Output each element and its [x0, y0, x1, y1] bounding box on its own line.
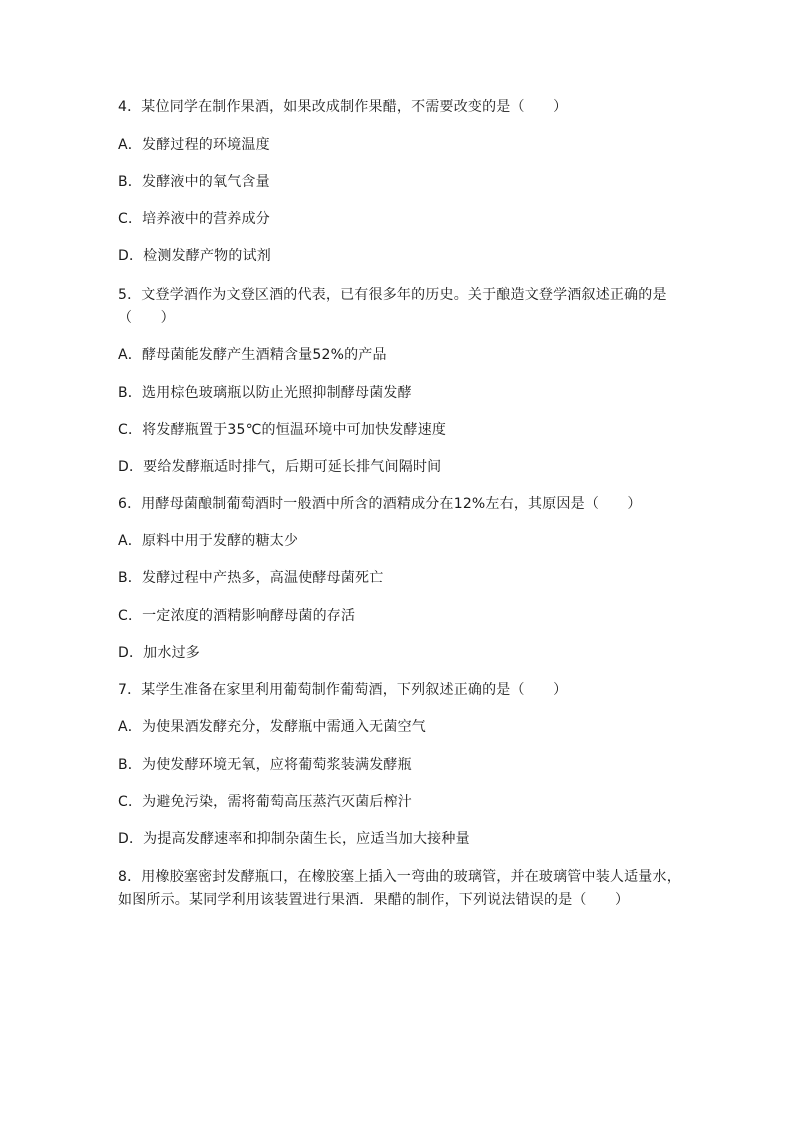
question-5-option-b: B．选用棕色玻璃瓶以防止光照抑制酵母菌发酵 [118, 385, 412, 401]
question-7-stem: 7．某学生准备在家里利用葡萄制作葡萄酒，下列叙述正确的是（ ） [118, 682, 568, 698]
question-8-stem: 8．用橡胶塞密封发酵瓶口，在橡胶塞上插入一弯曲的玻璃管，并在玻璃管中装人适量水，如图所示。某同学利用该装置进行果酒．果醋的制作，下列说法错误的是（ ） [118, 869, 681, 908]
question-6-option-a: A．原料中用于发酵的糖太少 [118, 533, 299, 549]
question-7-option-d: D．为提高发酵速率和抑制杂菌生长，应适当加大接种量 [118, 831, 470, 847]
question-6-option-d: D．加水过多 [118, 645, 200, 661]
question-5-option-d: D．要给发酵瓶适时排气，后期可延长排气间隔时间 [118, 459, 442, 475]
question-6-option-c: C．一定浓度的酒精影响酵母菌的存活 [118, 608, 356, 624]
question-5-option-a: A．酵母菌能发酵产生酒精含量52%的产品 [118, 347, 387, 363]
question-4-option-d: D．检测发酵产物的试剂 [118, 248, 271, 264]
question-7-option-c: C．为避免污染，需将葡萄高压蒸汽灭菌后榨汁 [118, 794, 412, 810]
question-4-option-a: A．发酵过程的环境温度 [118, 137, 270, 153]
question-4-option-c: C．培养液中的营养成分 [118, 211, 270, 227]
question-7-option-a: A．为使果酒发酵充分，发酵瓶中需通入无菌空气 [118, 719, 426, 735]
question-4-stem: 4．某位同学在制作果酒，如果改成制作果醋，不需要改变的是（ ） [118, 99, 568, 115]
question-5-stem: 5．文登学酒作为文登区酒的代表，已有很多年的历史。关于酿造文登学酒叙述正确的是（ ） [118, 287, 667, 326]
question-7-option-b: B．为使发酵环境无氧，应将葡萄浆装满发酵瓶 [118, 757, 412, 773]
question-6-option-b: B．发酵过程中产热多，高温使酵母菌死亡 [118, 570, 384, 586]
question-5-option-c: C．将发酵瓶置于35℃的恒温环境中可加快发酵速度 [118, 422, 447, 438]
question-6-stem: 6．用酵母菌酿制葡萄酒时一般酒中所含的酒精成分在12%左右，其原因是（ ） [118, 496, 642, 512]
question-4-option-b: B．发酵液中的氧气含量 [118, 174, 270, 190]
